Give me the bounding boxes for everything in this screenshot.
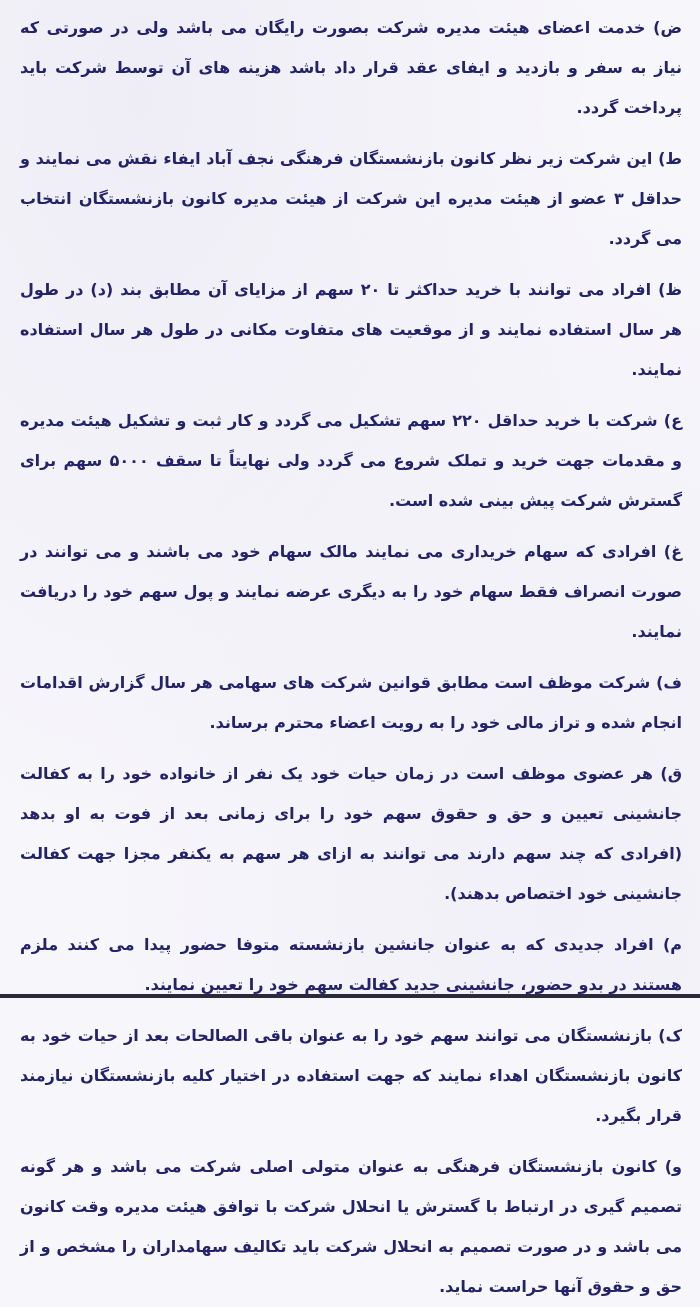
- clause-marker: م): [662, 935, 683, 954]
- clause-text: هر عضوی موظف است در زمان حیات خود یک نفر از خانواده خود را به کفالت جانشینی تعیین و حق و حقوق سهم خود را برای زمانی بعد از فوت به او بدهد (افرادی که چند سهم دارند می توانند به ازای هر سهم به یکنفر مجزا جهت کفالت جانشینی خود اختصاص بدهند).: [20, 764, 682, 903]
- clause-text: بازنشستگان می توانند سهم خود را به عنوان باقی الصالحات بعد از حیات خود به کانون بازنشستگان اهداء نمایند که جهت استفاده در اختیار کلیه بازنشستگان نیازمند قرار بگیرد.: [20, 1026, 682, 1125]
- clause-text: خدمت اعضای هیئت مدیره شرکت بصورت رایگان می باشد ولی در صورتی که نیاز به سفر و بازدید و ایفای عقد قرار داد باشد هزینه های آن توسط شرکت باید پرداخت گردد.: [20, 18, 682, 117]
- clause-marker: غ): [663, 542, 682, 561]
- clause-marker: ض): [653, 18, 682, 37]
- clause-text: افراد جدیدی که به عنوان جانشین بازنشسته متوفا حضور پیدا می کنند ملزم هستند در بدو حضور، جانشینی جدید کفالت سهم خود را تعیین نمایند.: [20, 935, 682, 994]
- clause-marker: ک): [658, 1026, 682, 1045]
- clause-mim: [20, 925, 682, 1005]
- clause-fe: [20, 663, 682, 743]
- clause-vav: [20, 1147, 682, 1307]
- clause-text: افراد می توانند با خرید حداکثر تا ۲۰ سهم از مزایای آن مطابق بند (د) در طول هر سال استفاده نمایند و از موقعیت های متفاوت مکانی در طول هر سال استفاده نمایند.: [20, 280, 682, 379]
- clause-text: این شرکت زیر نظر کانون بازنشستگان فرهنگی نجف آباد ایفاء نقش می نمایند و حداقل ۳ عضو از هیئت مدیره این شرکت از هیئت مدیره کانون بازنشستگان انتخاب می گردد.: [20, 149, 682, 248]
- clause-marker: ظ): [658, 280, 683, 299]
- clause-marker: و): [664, 1157, 682, 1176]
- clause-kaf: [20, 1016, 682, 1136]
- clause-ein: [20, 401, 682, 521]
- clause-text: شرکت موظف است مطابق قوانین شرکت های سهامی هر سال گزارش اقدامات انجام شده و تراز مالی خود را به رویت اعضاء محترم برساند.: [20, 673, 682, 732]
- clause-za: [20, 270, 682, 390]
- clause-qaf: [20, 754, 682, 914]
- scan-bottom-edge: [0, 994, 700, 998]
- clause-marker: ط): [658, 149, 682, 168]
- clause-ghein: [20, 532, 682, 652]
- clause-marker: ع): [663, 411, 682, 430]
- clause-marker: ف): [656, 673, 682, 692]
- clause-text: شرکت با خرید حداقل ۲۲۰ سهم تشکیل می گردد و کار ثبت و تشکیل هیئت مدیره و مقدمات جهت خرید و تملک شروع می گردد ولی نهایتاً تا سقف ۵۰۰۰ سهم برای گسترش شرکت پیش بینی شده است.: [20, 411, 683, 510]
- clause-text: افرادی که سهام خریداری می نمایند مالک سهام خود می باشند و می توانند در صورت انصراف فقط سهام خود را به دیگری عرضه نمایند و پول سهم خود را دریافت نمایند.: [20, 542, 682, 641]
- clause-text: کانون بازنشستگان فرهنگی به عنوان متولی اصلی شرکت می باشد و هر گونه تصمیم گیری در ارتباط با گسترش یا انحلال شرکت با توافق هیئت مدیره وقت کانون می باشد و در صورت تصمیم به انحلال شرکت باید تکالیف سهامداران را مشخص و از حق و حقوق آنها حراست نماید.: [20, 1157, 682, 1296]
- clause-zad: [20, 8, 682, 128]
- clause-ta: [20, 139, 682, 259]
- clause-marker: ق): [660, 764, 682, 783]
